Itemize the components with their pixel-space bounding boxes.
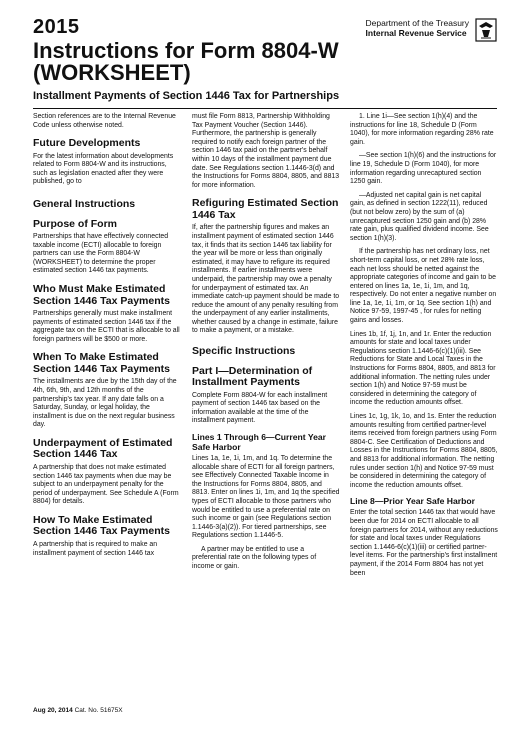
paragraph-refiguring: If, after the partnership figures and makes an installment payment of estimated section 1446 tax, it finds that its section 1446 tax liability for the year will be more or less than originally estimated, it may have to refigure its required installments. If earlier installments were underpaid, the partnership may owe a penalty for underpayment of estimated tax. An immediate catch-up payment should be made to reduce the amount of any penalty resulting from the underpayment of any earlier installments, whether caused by a change in estimate, failure to make a payment, or a mistake. — [192, 224, 340, 335]
heading-underpayment: Underpayment of Estimated Section 1446 Tax — [33, 436, 173, 461]
page-title — [33, 40, 497, 84]
title-line-1: Instructions for Form 8804-W — [33, 38, 339, 63]
paragraph-line-1i: 1. Line 1i—See section 1(h)(4) and the instructions for line 18, Schedule D (Form 1040), for more information regarding 28% rate gain. — [350, 113, 494, 146]
heading-purpose-of-form: Purpose of Form — [33, 217, 118, 230]
paragraph-when-to-make: The installments are due by the 15th day of the 4th, 6th, 9th, and 12th months of the partnership's tax year. If any date falls on a Saturday, Sunday, or legal holiday, the installment is due on the next regular business day. — [33, 378, 177, 429]
heading-line-8: Line 8—Prior Year Safe Harbor — [350, 496, 475, 507]
page-header — [33, 16, 497, 102]
agency-line-2: Internal Revenue Service — [365, 28, 467, 38]
paragraph-purpose: Partnerships that have effectively connected taxable income (ECTI) allocable to foreign partners can use the Form 8804-W (WORKSHEET) to determine the proper estimated section 1446 tax payments. — [33, 233, 169, 275]
heading-lines-1-through-6: Lines 1 Through 6—Current Year Safe Harbor — [192, 431, 327, 452]
paragraph-part-1: Complete Form 8804-W for each installment payment of section 1446 tax based on the information available at the time of the installment payment. — [192, 391, 328, 425]
heading-how-to-make: How To Make Estimated Section 1446 Tax Payments — [33, 513, 170, 538]
heading-part-1: Part I—Determination of Installment Payments — [192, 364, 313, 389]
intro-note: Section references are to the Internal Revenue Code unless otherwise noted. — [33, 113, 176, 129]
paragraph-lines-1b: Lines 1b, 1f, 1j, 1n, and 1r. Enter the reduction amounts for state and local taxes under Regulations section 1.1446-6(c)(1)(iii). See Reductions for State and Local Taxes in the Instructions for Forms 8804, 8805, and 8813 for additional information. The netting rules under section 1(h) and Notice 97-59 must be considered in determining the category of income the reduction amounts offset. — [350, 330, 496, 407]
paragraph-underpayment: A partnership that does not make estimated section 1446 tax payments when due may be subject to an underpayment penalty for the period of underpayment. See Schedule A (Form 8804) for details. — [33, 463, 179, 506]
paragraph-future-developments: For the latest information about developments related to Form 8804-W and its instructions, such as legislation enacted after they were published, go to — [33, 152, 174, 186]
paragraph-lines-1a: Lines 1a, 1e, 1i, 1m, and 1q. To determine the allocable share of ECTI for all foreign partners, see Effectively Connected Taxable Income in the Instructions for Forms 8804, 8805, and 8813. Enter on lines 1i, 1m, and 1q the specified types of ECTI allocable to those partners who would be entitled to use a preferential rate on such income or gain (see Regulations section 1.1446-3(a)(2)). For tiered partnerships, see Regulations section 1.1446-5. — [192, 454, 340, 540]
column-1 — [33, 113, 181, 563]
paragraph-who-must-make: Partnerships generally must make installment payments of estimated section 1446 tax if the aggregate tax on the ECTI that is allocable to all foreign partners will be $500 or more. — [33, 310, 180, 343]
paragraph-preferential-rate: A partner may be entitled to use a preferential rate on the following types of income or gain. — [192, 545, 317, 571]
heading-general-instructions: General Instructions — [33, 198, 136, 211]
paragraph-line-1m: —See section 1(h)(6) and the instructions for line 19, Schedule D (Form 1040), for more information regarding unrecaptured section 1250 gain. — [350, 152, 497, 186]
heading-future-developments: Future Developments — [33, 137, 141, 150]
column-3 — [350, 113, 498, 583]
agency-block — [366, 18, 497, 42]
title-line-2: (WORKSHEET) — [33, 60, 191, 85]
paragraph-net-loss: If the partnership has net ordinary loss, net short-term capital loss, or net 28% rate loss, each net loss should be netted against the appropriate categories of income and gain to be entered on lines 1a, 1e, 1i, 1m, and 1q, respectively. Do not enter a negative number on line 1a, 1e, 1i, 1m, or 1q. See section 1(h) and Notice 97-59, 1997-45 , for rules for netting gains and losses. — [350, 248, 497, 325]
irs-eagle-logo-icon — [475, 18, 497, 42]
paragraph-line-1q: —Adjusted net capital gain is net capital gain, as defined in section 1222(11), reduced (but not below zero) by the sum of (a) unrecaptured section 1250 gain and (b) 28% rate gain, plus qualified dividend income. See section 1(h)(3). — [350, 191, 489, 242]
header-rule — [33, 108, 497, 109]
footer-date: Aug 20, 2014 — [33, 707, 73, 714]
paragraph-lines-1c: Lines 1c, 1g, 1k, 1o, and 1s. Enter the reduction amounts resulting from certified partner-level items received from foreign partners using Form 8804-C. See Certification of Deductions and Losses in the Instructions for Forms 8804, 8805, and 8813 for additional information. The netting rules under section 1(h) and Notice 97-59 must be considered in determining the category of income the reduction amounts offset. — [350, 413, 498, 489]
column-2 — [192, 113, 340, 577]
heading-when-to-make: When To Make Estimated Section 1446 Tax Payments — [33, 351, 170, 375]
heading-specific-instructions: Specific Instructions — [192, 345, 296, 358]
heading-who-must-make: Who Must Make Estimated Section 1446 Tax Payments — [33, 283, 170, 307]
footer-catalog-number: Cat. No. 51675X — [74, 707, 123, 714]
paragraph-line-8: Enter the total section 1446 tax that would have been due for 2014 on ECTI allocable to all foreign partners for 2014, without any reductions for state and local taxes under Regulations section 1.1446-6(c)(1)(iii) or certified partner-level items. For the partnership's first installment payment, if the 2014 Form 8804 has not yet been — [350, 509, 498, 577]
year-text: 2015 — [33, 16, 80, 38]
page-subtitle: Installment Payments of Section 1446 Tax for Partnerships — [33, 90, 340, 102]
paragraph-how-to-make: A partnership that is required to make an installment payment of section 1446 tax — [33, 540, 158, 557]
agency-line-1: Department of the Treasury — [365, 18, 469, 28]
heading-refiguring: Refiguring Estimated Section 1446 Tax — [192, 197, 339, 221]
page-footer — [33, 707, 123, 714]
agency-text — [366, 18, 469, 38]
paragraph-how-continued: must file Form 8813, Partnership Withholding Tax Payment Voucher (Section 1446). Furthermore, the partnership is generally required to notify each foreign partner of the section 1446 tax paid on the partner's behalf within 10 days of the installment payment due date. See Regulations section 1.1446-3(d) and the Instructions for Forms 8804, 8805, and 8813 for more information. — [192, 113, 340, 189]
